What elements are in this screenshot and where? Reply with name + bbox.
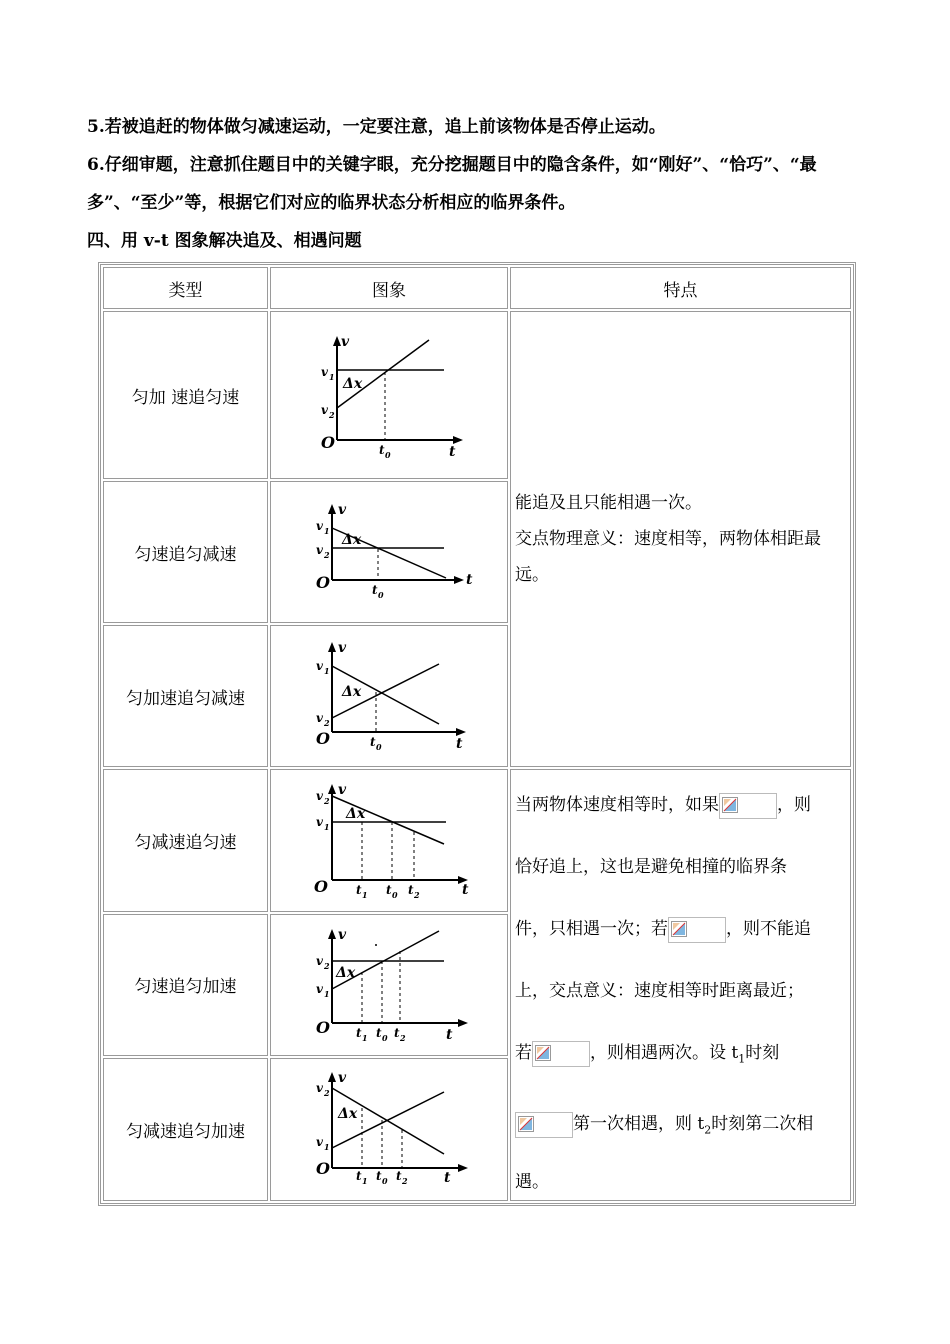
feature-text: 件，只相遇一次；若 <box>515 919 668 939</box>
section-heading-4: 四、用 v-t 图象解决追及、相遇问题 <box>87 231 362 251</box>
t1-sub: 1 <box>362 1032 368 1043</box>
v1-sub: 1 <box>324 988 330 999</box>
v1-sub: 1 <box>324 1141 330 1152</box>
t-axis-label: t <box>462 882 469 899</box>
v2-sub: 2 <box>324 960 330 971</box>
dx-label: Δx <box>343 376 363 392</box>
t-axis-label: t <box>456 736 463 752</box>
t0-sub: 0 <box>382 1175 388 1186</box>
v-axis-label: v <box>338 640 347 656</box>
dx-label: Δx <box>336 964 356 981</box>
feature-2-line-f <box>515 1084 846 1164</box>
t0-label: t <box>372 583 378 597</box>
v-axis-label: v <box>338 502 347 518</box>
t2-sub: 2 <box>402 1175 408 1186</box>
v1-label: v <box>316 519 323 533</box>
table-header-row <box>103 267 851 309</box>
t2-subscript: 2 <box>704 1123 712 1137</box>
t2-label: t <box>396 1168 402 1183</box>
t2-label: t <box>408 883 414 898</box>
vt-graph-1 <box>299 330 479 460</box>
header-type: 类型 <box>103 267 268 309</box>
v-axis-label: v <box>338 1069 347 1086</box>
feature-cell-1 <box>510 311 851 767</box>
v2-label: v <box>316 543 323 557</box>
t1-sub: 1 <box>362 890 368 901</box>
type-cell: 匀加 速追匀速 <box>103 311 268 479</box>
origin-label: O <box>316 1017 330 1037</box>
feature-1-line-2: 交点物理意义：速度相等，两物体相距最远。 <box>515 529 821 585</box>
vt-graph-6 <box>294 1070 484 1190</box>
t1-sub: 1 <box>362 1175 368 1186</box>
vt-graph-3 <box>294 636 484 756</box>
v1-sub: 1 <box>324 526 330 536</box>
feature-2-line-d: 上，交点意义：速度相等时距离最近； <box>515 981 804 1001</box>
v2-sub: 2 <box>324 718 330 728</box>
broken-image-icon <box>532 1041 590 1067</box>
feature-text: 时刻第二次相 <box>711 1114 814 1134</box>
feature-text: 第一次相遇，则 t <box>573 1114 705 1134</box>
t1-label: t <box>356 883 362 898</box>
dx-label: Δx <box>342 684 362 700</box>
v2-sub: 2 <box>324 796 330 807</box>
t2-sub: 2 <box>400 1032 406 1043</box>
feature-text: 当两物体速度相等时，如果 <box>515 795 719 815</box>
v2-sub: 2 <box>329 410 335 420</box>
dx-label: Δx <box>342 532 362 548</box>
graph-cell <box>270 914 508 1057</box>
t0-sub: 0 <box>382 1032 388 1043</box>
v1-sub: 1 <box>329 372 335 382</box>
t0-sub: 0 <box>392 890 398 901</box>
t1-subscript: 1 <box>738 1052 746 1066</box>
graph-cell <box>270 625 508 767</box>
vt-graph-4 <box>294 780 484 900</box>
t-axis-label: t <box>466 572 473 588</box>
v-axis-label: v <box>341 334 350 350</box>
feature-text: 时刻 <box>745 1043 780 1063</box>
graph-cell <box>270 311 508 479</box>
t2-sub: 2 <box>414 890 420 901</box>
t-axis-label: t <box>449 444 456 460</box>
t0-label: t <box>386 883 392 898</box>
v2-label: v <box>321 403 328 417</box>
feature-1-line-1: 能追及且只能相遇一次。 <box>515 493 702 513</box>
feature-2-line-a <box>515 774 846 836</box>
t0-sub: 0 <box>378 590 384 600</box>
paragraph-5: 5.若被追赶的物体做匀减速运动，一定要注意，追上前该物体是否停止运动。 <box>87 117 666 137</box>
t0-label: t <box>376 1168 382 1183</box>
v2-sub: 2 <box>324 1087 330 1098</box>
broken-image-icon <box>515 1112 573 1138</box>
t0-label: t <box>379 443 385 457</box>
feature-text: 若 <box>515 1043 532 1063</box>
feature-cell-2 <box>510 769 851 1201</box>
origin-label: O <box>316 573 330 592</box>
feature-2-line-c <box>515 898 846 960</box>
v2-sub: 2 <box>324 550 330 560</box>
feature-text: ，则 <box>777 795 811 815</box>
graph-cell <box>270 1058 508 1201</box>
feature-2-line-e <box>515 1022 846 1084</box>
t0-label: t <box>376 1025 382 1040</box>
vt-table <box>98 262 856 1206</box>
v2-label: v <box>316 711 323 725</box>
paragraph-6: 6.仔细审题，注意抓住题目中的关键字眼，充分挖掘题目中的隐含条件，如“刚好”、“恰巧”、“最多”、“至少”等，根据它们对应的临界状态分析相应的临界条件。 <box>87 155 817 213</box>
v1-label: v <box>316 659 323 673</box>
t0-label: t <box>370 735 376 749</box>
origin-label: O <box>321 433 335 452</box>
v-axis-label: v <box>338 926 347 943</box>
v2-label: v <box>316 789 323 804</box>
type-cell: 匀速追匀减速 <box>103 481 268 623</box>
t0-sub: 0 <box>385 450 391 460</box>
type-cell: 匀速追匀加速 <box>103 914 268 1057</box>
t2-label: t <box>394 1025 400 1040</box>
v1-label: v <box>321 365 328 379</box>
header-graph: 图象 <box>270 267 508 309</box>
type-cell: 匀减速追匀加速 <box>103 1058 268 1201</box>
v2-label: v <box>316 953 323 968</box>
v2-label: v <box>316 1080 323 1095</box>
vt-graph-5 <box>294 925 484 1045</box>
header-feature: 特点 <box>510 267 851 309</box>
v1-label: v <box>316 815 323 830</box>
table-row <box>103 311 851 479</box>
dx-label: Δx <box>338 1105 358 1122</box>
v-axis-label: v <box>338 782 347 799</box>
type-cell: 匀加速追匀减速 <box>103 625 268 767</box>
t-axis-label: t <box>446 1026 453 1043</box>
v1-sub: 1 <box>324 666 330 676</box>
v1-label: v <box>316 981 323 996</box>
origin-label: O <box>316 1158 330 1178</box>
v1-label: v <box>316 1134 323 1149</box>
dx-label: Δx <box>346 806 366 823</box>
feature-2-line-b: 恰好追上，这也是避免相撞的临界条 <box>515 857 787 877</box>
t0-sub: 0 <box>376 742 382 752</box>
graph-cell <box>270 481 508 623</box>
feature-2-line-g: 遇。 <box>515 1172 549 1192</box>
vt-graph-2 <box>294 502 484 602</box>
t1-label: t <box>356 1168 362 1183</box>
table-row <box>103 769 851 912</box>
t1-label: t <box>356 1025 362 1040</box>
broken-image-icon <box>668 917 726 943</box>
v1-sub: 1 <box>324 822 330 833</box>
feature-text: ，则相遇两次。设 t <box>590 1043 739 1063</box>
broken-image-icon <box>719 793 777 819</box>
origin-label: O <box>314 877 328 897</box>
graph-cell <box>270 769 508 912</box>
origin-label: O <box>316 729 330 748</box>
t-axis-label: t <box>444 1169 451 1186</box>
type-cell: 匀减速追匀速 <box>103 769 268 912</box>
feature-text: ，则不能追 <box>726 919 811 939</box>
